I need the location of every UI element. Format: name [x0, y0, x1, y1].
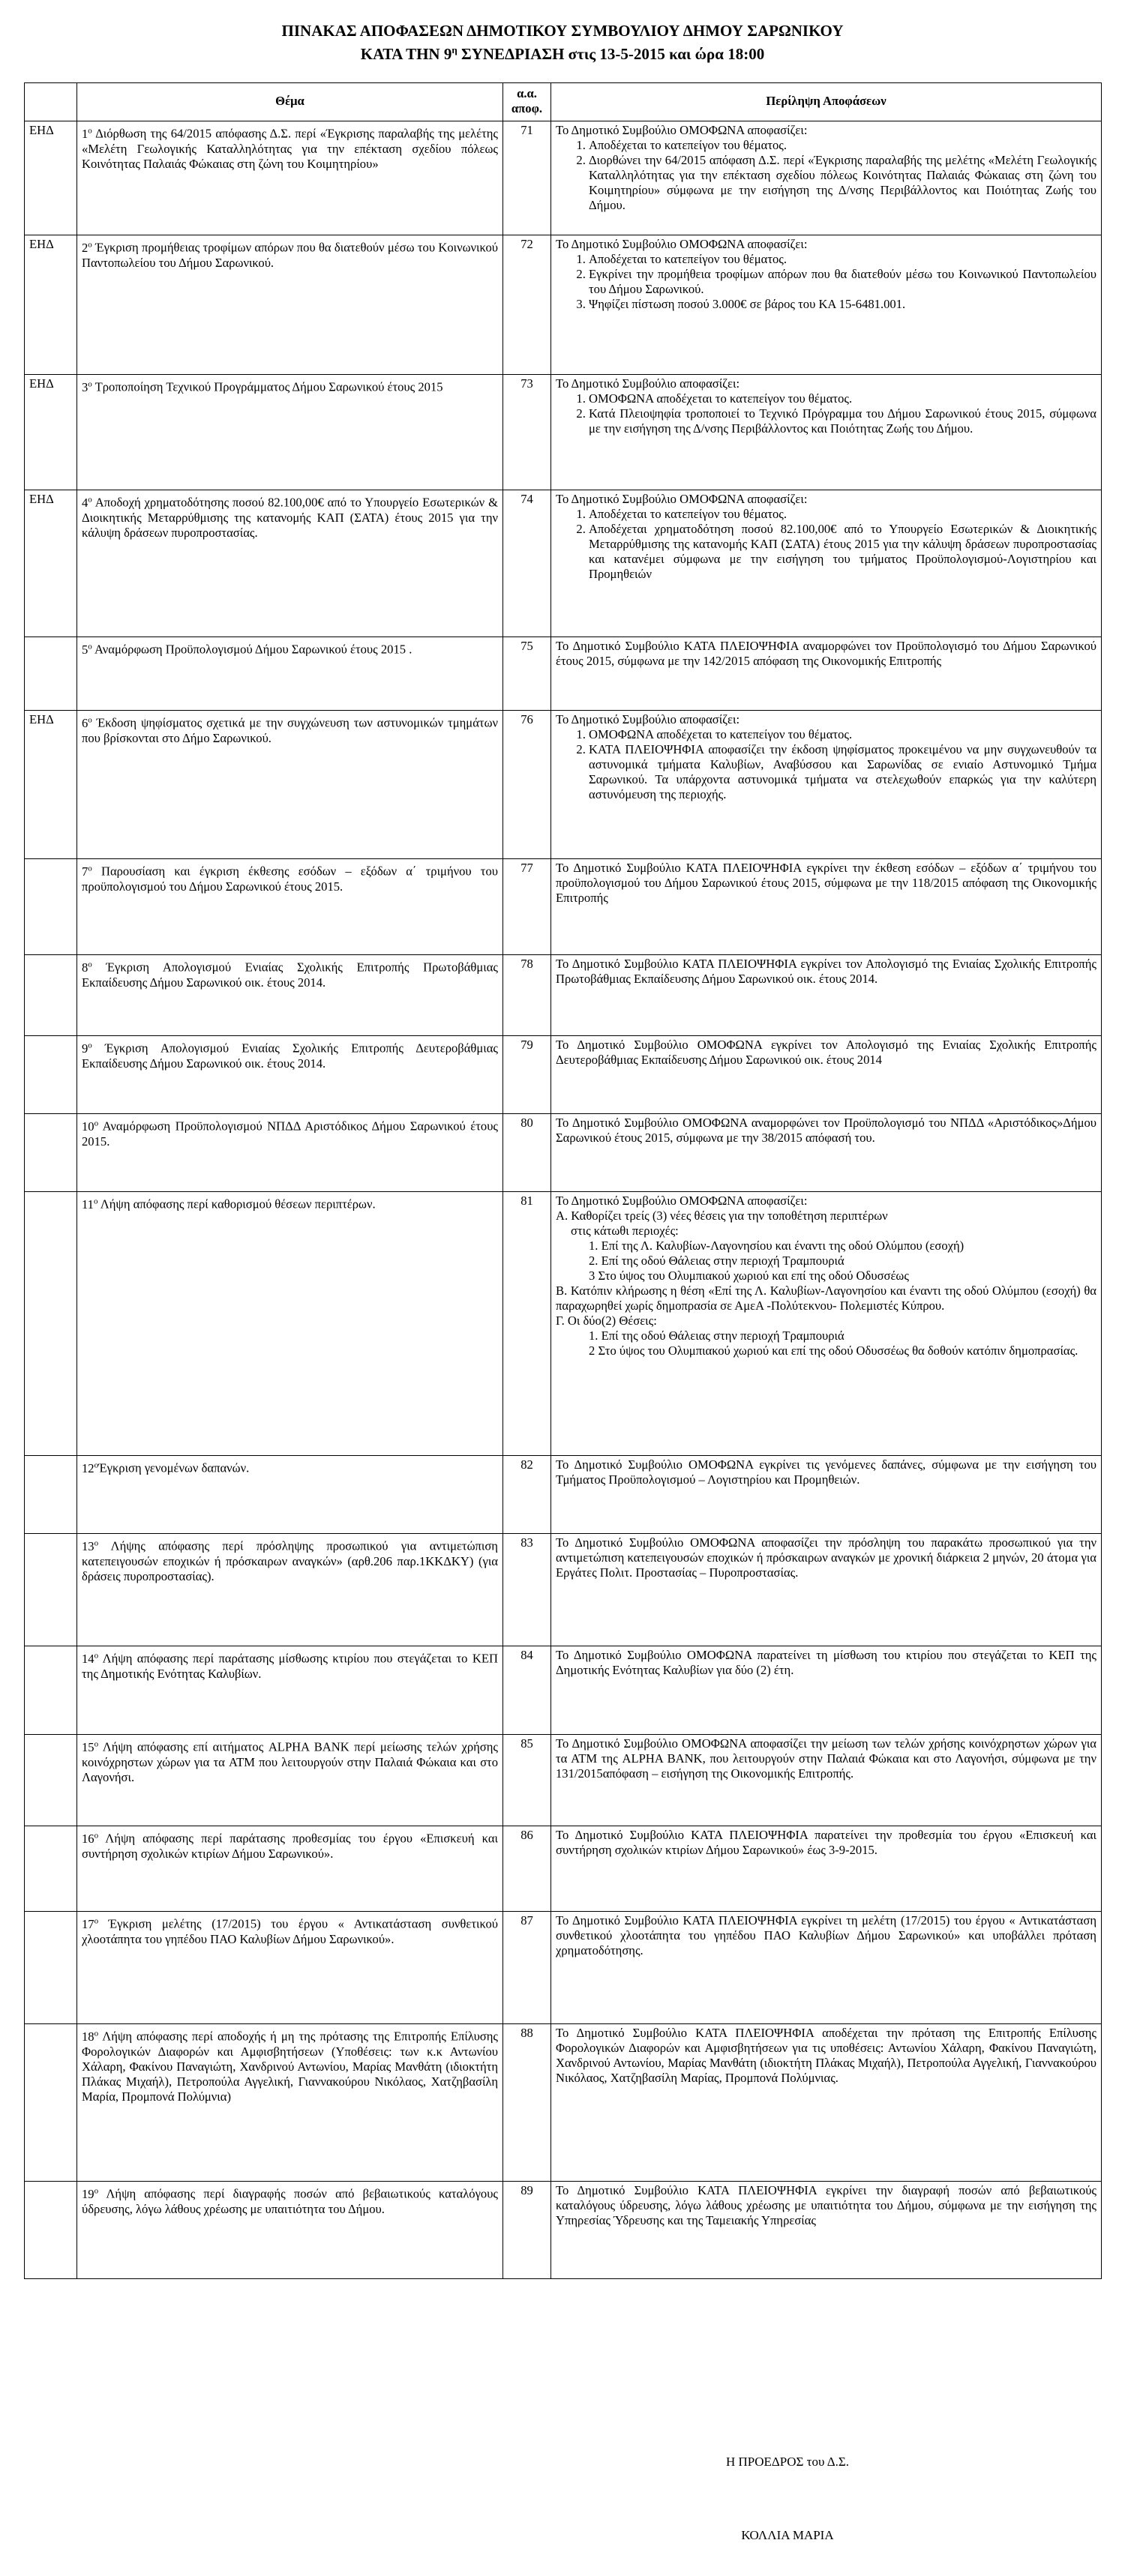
- decision-summary-cell: [551, 955, 1102, 1036]
- summary-intro: Το Δημοτικό Συμβούλιο ΟΜΟΦΩΝΑ αποφασίζει:: [556, 492, 808, 506]
- summary-text: Το Δημοτικό Συμβούλιο ΟΜΟΦΩΝΑ αποφασίζει την πρόσληψη του παρακάτω προσωπικού για την αντιμετώπιση κατεπειγουσών εποχικών ή πρόσκαιρων αναγκών με χρονική διάρκεια 2 μηνών, 20 άτομα για Εργάτες Πολιτ. Προστασίας – Πυροπροστασίας.: [556, 1535, 1096, 1580]
- ordinal-number: 19: [82, 2186, 94, 2201]
- row-type-cell: [25, 1646, 77, 1735]
- decision-summary-cell: [551, 121, 1102, 235]
- row-subject-cell: [77, 859, 503, 955]
- row-type-cell: ΕΗΔ: [25, 235, 77, 375]
- summary-list-item: 1. ΟΜΟΦΩΝΑ αποδέχεται το κατεπείγον του θέματος.: [589, 391, 1096, 406]
- decision-number-cell: 87: [503, 1912, 551, 2024]
- table-row: [25, 490, 1102, 637]
- row-subject-cell: [77, 1192, 503, 1456]
- subject-ordinal: [82, 1652, 98, 1666]
- summary-intro: Το Δημοτικό Συμβούλιο αποφασίζει:: [556, 712, 740, 726]
- subject-text: Λήψη απόφασης περί διαγραφής ποσών από βεβαιωτικούς καταλόγους ύδρευσης, λόγω λάθους χρέωσης με υπαιτιότητα του Δήμου.: [82, 2186, 498, 2216]
- decision-summary-cell: [551, 1735, 1102, 1826]
- decision-number-cell: 73: [503, 375, 551, 490]
- summary-text: Το Δημοτικό Συμβούλιο ΚΑΤΑ ΠΛΕΙΟΨΗΦΙΑ αποδέχεται την πρόταση της Επιτροπής Επίλυσης Φορολογικών Διαφορών και Αμφισβητήσεων για τις υποθέσεις: Αντωνίου Χάλαρη, Φακίνου Παναγιώτη, Χανδρινού Αντωνίου, Μαρίας Μανθάτη (ιδιοκτήτη Πλάκας Μιχαήλ), Πετροπούλα Αγγελική, Γιαννακούρου Νικόλαος, Χατζηβασίλη Μαρίας, Προμπονά Πολύμνιας.: [556, 2026, 1096, 2085]
- subject-text: Λήψη απόφασης περί αποδοχής ή μη της πρότασης της Επιτροπής Επίλυσης Φορολογικών Διαφορών και Αμφισβητήσεων (Υποθέσεις: των κ.κ Αντωνίου Χάλαρη, Φακίνου Παναγιώτη, Χανδρινού Αντωνίου, Μαρίας Μανθάτη (ιδιοκτήτη Πλάκας Μιχαήλ), Πετροπούλα Αγγελική, Γιαννακούρου Νικόλαος, Χατζηβασίλη Μαρία, Προμπονά Πολύμνια): [82, 2029, 498, 2104]
- summary-list-item: 2. Κατά Πλειοψηφία τροποποιεί το Τεχνικό Πρόγραμμα του Δήμου Σαρωνικού έτους 2015, σύμφωνα με την εισήγηση της Δ/νσης Περιβάλλοντος και Ποιότητας Ζωής του Δήμου.: [589, 406, 1096, 436]
- decision-summary-cell: [551, 235, 1102, 375]
- subject-ordinal: [82, 241, 92, 255]
- subject-ordinal: [82, 1917, 98, 1931]
- ordinal-number: 17: [82, 1916, 94, 1931]
- ordinal-suffix: ο: [88, 240, 92, 249]
- decision-summary-cell: [551, 1534, 1102, 1646]
- summary-text: Το Δημοτικό Συμβούλιο ΟΜΟΦΩΝΑ αποφασίζει την μείωση των τελών χρήσης κοινόχρηστων χώρων για τα ΑΤΜ της ALPHA BANK, που λειτουργούν στην Παλαιά Φώκαια και στο Λαγονήσι, σύμφωνα με την 131/2015απόφαση – εισήγηση της Οικονομικής Επιτροπής.: [556, 1736, 1096, 1781]
- row-subject-cell: [77, 2024, 503, 2182]
- summary-list-item: 2. ΚΑΤΑ ΠΛΕΙΟΨΗΦΙΑ αποφασίζει την έκδοση ψηφίσματος προκειμένου να μην συγχωνευθούν τα αστυνομικά τμήματα Καλυβίων, Αναβύσσου και Σαρωνίδας σε ενιαίο Αστυνομικό Τμήμα Σαρωνικού. Τα υπάρχοντα αστυνομικά τμήματα να στελεχωθούν επαρκώς για την καλύτερη αστυνόμευση της περιοχής.: [589, 742, 1096, 802]
- row-subject-cell: [77, 121, 503, 235]
- row-subject-cell: [77, 637, 503, 711]
- title-line-2: ΚΑΤΑ ΤΗΝ $9^\eta$ ΣΥΝΕΔΡΙΑΣΗ στις 13-5-2015 και ώρα 18:00: [360, 44, 765, 63]
- table-row: [25, 2182, 1102, 2279]
- subject-ordinal: [82, 1461, 98, 1475]
- subject-text: Αναμόρφωση Προϋπολογισμού Δήμου Σαρωνικού έτους 2015 .: [92, 642, 412, 657]
- decision-number-cell: 82: [503, 1456, 551, 1534]
- decision-summary-cell: [551, 1192, 1102, 1456]
- ordinal-number: 14: [82, 1651, 94, 1666]
- summary-text: Το Δημοτικό Συμβούλιο ΚΑΤΑ ΠΛΕΙΟΨΗΦΙΑ εγκρίνει τον Απολογισμό της Ενιαίας Σχολικής Επιτροπής Πρωτοβάθμιας Εκπαίδευσης Δήμου Σαρωνικού οικ. έτους 2014.: [556, 957, 1096, 986]
- row-type-cell: [25, 1456, 77, 1534]
- ordinal-suffix: ο: [88, 379, 92, 388]
- column-header-summary: Περίληψη Αποφάσεων: [551, 83, 1102, 121]
- table-row: [25, 2024, 1102, 2182]
- subject-ordinal: [82, 380, 92, 394]
- summary-line: Γ. Οι δύο(2) Θέσεις:: [556, 1313, 657, 1328]
- ordinal-number: 13: [82, 1538, 94, 1553]
- summary-line: 1. Επί της οδού Θάλειας στην περιοχή Τραμπουριά: [589, 1328, 844, 1343]
- summary-text: Το Δημοτικό Συμβούλιο ΚΑΤΑ ΠΛΕΙΟΨΗΦΙΑ εγκρίνει την διαγραφή ποσών από βεβαιωτικούς καταλόγους ύδρευσης, λόγω λάθους χρέωσης με υπαιτιότητα του Δήμου, σύμφωνα με την εισήγηση της Υπηρεσίας Ύδρευσης και της Ταμειακής Υπηρεσίας: [556, 2183, 1096, 2227]
- decision-summary-cell: [551, 2024, 1102, 2182]
- ordinal-number: 12: [82, 1460, 94, 1475]
- summary-list: [556, 252, 1096, 312]
- subject-ordinal: [82, 1119, 98, 1134]
- summary-list: [556, 727, 1096, 802]
- decision-number-cell: 72: [503, 235, 551, 375]
- row-type-cell: ΕΗΔ: [25, 711, 77, 859]
- row-type-cell: ΕΗΔ: [25, 490, 77, 637]
- decision-summary-cell: [551, 637, 1102, 711]
- decision-number-cell: 84: [503, 1646, 551, 1735]
- subject-text: Αποδοχή χρηματοδότησης ποσού 82.100,00€ από το Υπουργείο Εσωτερικών & Διοικητικής Μεταρρύθμισης της κατανομής ΚΑΠ (ΣΑΤΑ) έτους 2015 για την κάλυψη δράσεων πυροπροστασίας.: [82, 495, 498, 540]
- summary-line: Το Δημοτικό Συμβούλιο ΟΜΟΦΩΝΑ αποφασίζει:: [556, 1194, 808, 1208]
- ordinal-number: 8: [82, 960, 88, 975]
- row-subject-cell: [77, 1826, 503, 1912]
- ordinal-suffix: ο: [94, 1916, 99, 1925]
- ordinal-number: 3: [82, 379, 88, 394]
- ordinal-number: 1: [82, 126, 88, 141]
- row-type-cell: [25, 1912, 77, 2024]
- table-row: [25, 1912, 1102, 2024]
- summary-list-item: 2. Διορθώνει την 64/2015 απόφαση Δ.Σ. περί «Έγκρισης παραλαβής της μελέτης «Μελέτη Γεωλογικής Καταλληλότητας για την επέκταση σχεδίου πόλεως Κοινότητας Παλαιάς Φώκαιας στη ζώνη του Κοιμητηρίου» σύμφωνα με την εισήγηση της Δ/νσης Περιβάλλοντος και Ποιότητας Ζωής του Δήμου.: [589, 153, 1096, 213]
- ordinal-suffix: ο: [94, 1831, 99, 1840]
- ordinal-suffix: ο: [94, 1460, 99, 1469]
- decision-number-cell: 79: [503, 1036, 551, 1114]
- table-row: [25, 121, 1102, 235]
- row-type-cell: [25, 2182, 77, 2279]
- table-row: [25, 859, 1102, 955]
- subject-ordinal: [82, 1041, 92, 1056]
- summary-line: 1. Επί της Λ. Καλυβίων-Λαγονησίου και έναντι της οδού Ολύμπου (εσοχή): [589, 1239, 964, 1253]
- ordinal-suffix: ο: [88, 126, 92, 135]
- decision-number-cell: 89: [503, 2182, 551, 2279]
- ordinal-suffix: ο: [94, 1119, 99, 1128]
- summary-list: [556, 507, 1096, 582]
- summary-list-item: 2. Εγκρίνει την προμήθεια τροφίμων απόρων που θα διατεθούν μέσω του Κοινωνικού Παντοπωλείου του Δήμου Σαρωνικού.: [589, 267, 1096, 297]
- subject-text: Έγκριση γενομένων δαπανών.: [98, 1460, 250, 1475]
- subject-text: Λήψη απόφασης επί αιτήματος ALPHA BANK περί μείωσης τελών χρήσης κοινόχρηστων χώρων για τα ATM που λειτουργούν στην Παλαιά Φώκαια και στο Λαγονήσι.: [82, 1739, 498, 1784]
- ordinal-number: 16: [82, 1831, 94, 1846]
- row-subject-cell: [77, 1735, 503, 1826]
- ordinal-suffix: ο: [94, 1651, 99, 1660]
- decision-summary-cell: [551, 490, 1102, 637]
- decision-number-cell: 83: [503, 1534, 551, 1646]
- row-subject-cell: [77, 235, 503, 375]
- row-type-cell: [25, 859, 77, 955]
- decision-number-cell: 71: [503, 121, 551, 235]
- row-subject-cell: [77, 711, 503, 859]
- decision-number-cell: 78: [503, 955, 551, 1036]
- summary-list-item: 1. Αποδέχεται το κατεπείγον του θέματος.: [589, 252, 1096, 267]
- summary-list-item: 2. Αποδέχεται χρηματοδότηση ποσού 82.100,00€ από το Υπουργείο Εσωτερικών & Διοικητικής Μεταρρύθμισης της κατανομής ΚΑΠ (ΣΑΤΑ) έτους 2015 για την κάλυψη δράσεων πυροπροστασίας και κατανέμει σύμφωνα με την εισήγηση του τμήματος Προϋπολογισμού-Λογιστηρίου και Προμηθειών: [589, 522, 1096, 582]
- table-header-row: [25, 83, 1102, 121]
- row-subject-cell: [77, 1456, 503, 1534]
- table-row: [25, 1036, 1102, 1114]
- subject-text: Έγκριση Απολογισμού Ενιαίας Σχολικής Επιτροπής Δευτεροβάθμιας Εκπαίδευσης Δήμου Σαρωνικού οικ. έτους 2014.: [82, 1041, 498, 1071]
- subject-ordinal: [82, 2029, 98, 2044]
- table-row: [25, 637, 1102, 711]
- summary-list: [556, 391, 1096, 436]
- summary-line: στις κάτωθι περιοχές:: [571, 1224, 679, 1238]
- subject-text: Λήψη απόφασης περί καθορισμού θέσεων περιπτέρων.: [98, 1197, 376, 1212]
- column-header-number: α.α. αποφ.: [503, 83, 551, 121]
- decision-summary-cell: [551, 1036, 1102, 1114]
- subject-ordinal: [82, 643, 92, 657]
- summary-text: Το Δημοτικό Συμβούλιο ΟΜΟΦΩΝΑ εγκρίνει τις γενόμενες δαπάνες, σύμφωνα με την εισήγηση του Τμήματος Προϋπολογισμού – Λογιστηρίου και Προμηθειών.: [556, 1457, 1096, 1487]
- decisions-table: [24, 82, 1102, 2279]
- summary-text: Το Δημοτικό Συμβούλιο ΚΑΤΑ ΠΛΕΙΟΨΗΦΙΑ εγκρίνει τη μελέτη (17/2015) του έργου « Αντικατάσταση συνθετικού χλοοτάπητα του γηπέδου ΠΑΟ Καλυβίων Δήμου Σαρωνικού» και υποβάλλει πρόταση χρηματοδότησης.: [556, 1913, 1096, 1957]
- subject-text: Λήψη απόφασης περί παράτασης προθεσμίας του έργου «Επισκευή και συντήρηση σχολικών κτιρίων Δήμου Σαρωνικού».: [82, 1831, 498, 1861]
- decision-number-cell: 80: [503, 1114, 551, 1192]
- summary-list-item: 3. Ψηφίζει πίστωση ποσού 3.000€ σε βάρος του ΚΑ 15-6481.001.: [589, 297, 1096, 312]
- decision-number-cell: 81: [503, 1192, 551, 1456]
- decision-summary-cell: [551, 1646, 1102, 1735]
- row-type-cell: [25, 1826, 77, 1912]
- ordinal-number: 9: [82, 1041, 88, 1056]
- ordinal-number: 2: [82, 240, 88, 255]
- ordinal-suffix: ο: [94, 2186, 99, 2195]
- summary-text: Το Δημοτικό Συμβούλιο ΚΑΤΑ ΠΛΕΙΟΨΗΦΙΑ αναμορφώνει τον Προϋπολογισμό του Δήμου Σαρωνικού έτους 2015, σύμφωνα με την 142/2015 απόφαση της Οικονομικής Επιτροπής: [556, 639, 1096, 668]
- subject-text: Αναμόρφωση Προϋπολογισμού ΝΠΔΔ Αριστόδικος Δήμου Σαρωνικού έτους 2015.: [82, 1119, 498, 1149]
- table-row: [25, 1646, 1102, 1735]
- ordinal-number: 5: [82, 642, 88, 657]
- subject-ordinal: [82, 1197, 98, 1212]
- subject-ordinal: [82, 864, 92, 879]
- summary-line: 2. Επί της οδού Θάλειας στην περιοχή Τραμπουριά: [589, 1254, 844, 1268]
- table-row: [25, 955, 1102, 1036]
- table-row: [25, 235, 1102, 375]
- title-line-1: ΠΙΝΑΚΑΣ ΑΠΟΦΑΣΕΩΝ ΔΗΜΟΤΙΚΟΥ ΣΥΜΒΟΥΛΙΟΥ ΔΗΜΟΥ ΣΑΡΩΝΙΚΟΥ: [281, 22, 844, 40]
- decision-number-cell: 76: [503, 711, 551, 859]
- decision-number-cell: 75: [503, 637, 551, 711]
- ordinal-number: 11: [82, 1197, 94, 1212]
- ordinal-suffix: ο: [94, 2029, 99, 2038]
- table-row: [25, 711, 1102, 859]
- summary-text: Το Δημοτικό Συμβούλιο ΟΜΟΦΩΝΑ αναμορφώνει τον Προϋπολογισμό του ΝΠΔΔ «Αριστόδικος»Δήμου Σαρωνικού έτους 2015, σύμφωνα με την 38/2015 απόφασή του.: [556, 1116, 1096, 1145]
- decision-number-cell: 88: [503, 2024, 551, 2182]
- summary-text: Το Δημοτικό Συμβούλιο ΟΜΟΦΩΝΑ παρατείνει τη μίσθωση του κτιρίου που στεγάζεται το ΚΕΠ της Δημοτικής Ενότητας Καλυβίων για δύο (2) έτη.: [556, 1648, 1096, 1677]
- summary-line: 3 Στο ύψος του Ολυμπιακού χωριού και επί της οδού Οδυσσέως: [589, 1269, 909, 1283]
- row-type-cell: [25, 1036, 77, 1114]
- decision-summary-cell: [551, 1114, 1102, 1192]
- ordinal-number: 4: [82, 495, 88, 510]
- table-row: [25, 1114, 1102, 1192]
- ordinal-suffix: ο: [88, 715, 92, 724]
- row-subject-cell: [77, 2182, 503, 2279]
- row-subject-cell: [77, 490, 503, 637]
- decision-number-cell: 86: [503, 1826, 551, 1912]
- signature-name: ΚΟΛΛΙΑ ΜΑΡΙΑ: [741, 2528, 834, 2542]
- subject-text: Τροποποίηση Τεχνικού Προγράμματος Δήμου Σαρωνικού έτους 2015: [92, 379, 443, 394]
- row-type-cell: [25, 1534, 77, 1646]
- subject-text: Έκδοση ψηφίσματος σχετικά με την συγχώνευση των αστυνομικών τμημάτων που βρίσκονται στο Δήμο Σαρωνικού.: [82, 715, 498, 745]
- summary-list-item: 1. Αποδέχεται το κατεπείγον του θέματος.: [589, 138, 1096, 153]
- row-type-cell: [25, 1192, 77, 1456]
- decision-summary-cell: [551, 1826, 1102, 1912]
- summary-list: [556, 138, 1096, 213]
- row-type-cell: [25, 955, 77, 1036]
- row-subject-cell: [77, 1646, 503, 1735]
- column-header-subject: Θέμα: [77, 83, 503, 121]
- row-type-cell: ΕΗΔ: [25, 121, 77, 235]
- ordinal-suffix: ο: [88, 864, 92, 873]
- summary-line: 2 Στο ύψος του Ολυμπιακού χωριού και επί της οδού Οδυσσέως θα δοθούν κατόπιν δημοπρασίας.: [589, 1343, 1078, 1358]
- summary-intro: Το Δημοτικό Συμβούλιο ΟΜΟΦΩΝΑ αποφασίζει:: [556, 237, 808, 251]
- row-subject-cell: [77, 955, 503, 1036]
- subject-text: Έγκριση προμήθειας τροφίμων απόρων που θα διατεθούν μέσω του Κοινωνικού Παντοπωλείου του Δήμου Σαρωνικού.: [82, 240, 498, 270]
- decision-summary-cell: [551, 1456, 1102, 1534]
- decision-summary-cell: [551, 2182, 1102, 2279]
- page-title: [0, 21, 1125, 64]
- summary-list-item: 1. ΟΜΟΦΩΝΑ αποδέχεται το κατεπείγον του θέματος.: [589, 727, 1096, 742]
- table-row: [25, 1735, 1102, 1826]
- table-row: [25, 1826, 1102, 1912]
- decision-summary-cell: [551, 859, 1102, 955]
- subject-ordinal: [82, 1539, 98, 1553]
- table-row: [25, 375, 1102, 490]
- row-subject-cell: [77, 1036, 503, 1114]
- subject-ordinal: [82, 1832, 98, 1846]
- summary-list-item: 1. Αποδέχεται το κατεπείγον του θέματος.: [589, 507, 1096, 522]
- summary-text: Το Δημοτικό Συμβούλιο ΟΜΟΦΩΝΑ εγκρίνει τον Απολογισμό της Ενιαίας Σχολικής Επιτροπής Δευτεροβάθμιας Εκπαίδευσης Δήμου Σαρωνικού οικ. έτους 2014: [556, 1038, 1096, 1067]
- summary-text: Το Δημοτικό Συμβούλιο ΚΑΤΑ ΠΛΕΙΟΨΗΦΙΑ εγκρίνει την έκθεση εσόδων – εξόδων α΄ τριμήνου του προϋπολογισμού του Δήμου Σαρωνικού έτους 2015, σύμφωνα με την 118/2015 απόφαση της Οικονομικής Επιτροπής: [556, 861, 1096, 905]
- ordinal-suffix: ο: [94, 1538, 99, 1547]
- subject-ordinal: [82, 496, 92, 510]
- ordinal-suffix: ο: [88, 1041, 92, 1050]
- subject-ordinal: [82, 960, 92, 975]
- subject-ordinal: [82, 716, 92, 730]
- row-subject-cell: [77, 1114, 503, 1192]
- row-subject-cell: [77, 1912, 503, 2024]
- ordinal-suffix: ο: [94, 1739, 99, 1748]
- ordinal-number: 18: [82, 2029, 94, 2044]
- subject-text: Διόρθωση της 64/2015 απόφασης Δ.Σ. περί «Έγκρισης παραλαβής της μελέτης «Μελέτη Γεωλογικής Καταλληλότητας για την επέκταση σχεδίου πόλεως Κοινότητας Παλαιάς Φώκαιας στη ζώνη του Κοιμητηρίου»: [82, 126, 498, 171]
- ordinal-suffix: ο: [88, 495, 92, 504]
- table-row: [25, 1192, 1102, 1456]
- row-type-cell: [25, 637, 77, 711]
- subject-text: Λήψης απόφασης περί πρόσληψης προσωπικού για αντιμετώπιση κατεπειγουσών εποχικών ή πρόσκαιρων αναγκών» (αρθ.206 παρ.1ΚΚΔΚΥ) (για δράσεις πυροπροστασίας).: [82, 1538, 498, 1583]
- subject-text: Παρουσίαση και έγκριση έκθεσης εσόδων – εξόδων α΄ τριμήνου του προϋπολογισμού του Δήμου Σαρωνικού έτους 2015.: [82, 864, 498, 894]
- decision-number-cell: 77: [503, 859, 551, 955]
- decision-number-cell: 85: [503, 1735, 551, 1826]
- decision-number-cell: 74: [503, 490, 551, 637]
- ordinal-number: 15: [82, 1739, 94, 1754]
- subject-text: Έγκριση Απολογισμού Ενιαίας Σχολικής Επιτροπής Πρωτοβάθμιας Εκπαίδευσης Δήμου Σαρωνικού οικ. έτους 2014.: [82, 960, 498, 990]
- decision-summary-cell: [551, 1912, 1102, 2024]
- decision-summary-cell: [551, 375, 1102, 490]
- subject-text: Έγκριση μελέτης (17/2015) του έργου « Αντικατάσταση συνθετικού χλοοτάπητα του γηπέδου ΠΑΟ Καλυβίων Δήμου Σαρωνικού».: [82, 1916, 498, 1946]
- row-subject-cell: [77, 375, 503, 490]
- table-row: [25, 1456, 1102, 1534]
- summary-line: Β. Κατόπιν κλήρωσης η θέση «Επί της Λ. Καλυβίων-Λαγονησίου και έναντι της οδού Ολύμπου (εσοχή) θα παραχωρηθεί χωρίς δημοπρασία σε ΑμεΑ -Πολύτεκνου- Πολεμιστές Κύπρου.: [556, 1284, 1096, 1313]
- table-body: [25, 121, 1102, 2279]
- ordinal-number: 7: [82, 864, 88, 879]
- summary-intro: Το Δημοτικό Συμβούλιο αποφασίζει:: [556, 376, 740, 391]
- ordinal-number: 6: [82, 715, 88, 730]
- subject-ordinal: [82, 2187, 98, 2201]
- ordinal-number: 10: [82, 1119, 94, 1134]
- row-type-cell: [25, 1114, 77, 1192]
- summary-line: Α. Καθορίζει τρείς (3) νέες θέσεις για την τοποθέτηση περιπτέρων: [556, 1209, 888, 1223]
- decision-summary-cell: [551, 711, 1102, 859]
- subject-ordinal: [82, 1740, 98, 1754]
- subject-text: Λήψη απόφασης περί παράτασης μίσθωσης κτιρίου που στεγάζεται το ΚΕΠ της Δημοτικής Ενότητας Καλυβίων.: [82, 1651, 498, 1681]
- row-type-cell: [25, 2024, 77, 2182]
- signature-role: Η ΠΡΟΕΔΡΟΣ του Δ.Σ.: [725, 2455, 850, 2469]
- row-subject-cell: [77, 1534, 503, 1646]
- summary-intro: Το Δημοτικό Συμβούλιο ΟΜΟΦΩΝΑ αποφασίζει:: [556, 123, 808, 137]
- row-type-cell: ΕΗΔ: [25, 375, 77, 490]
- table-row: [25, 1534, 1102, 1646]
- ordinal-suffix: ο: [88, 642, 92, 651]
- summary-text: Το Δημοτικό Συμβούλιο ΚΑΤΑ ΠΛΕΙΟΨΗΦΙΑ παρατείνει την προθεσμία του έργου «Επισκευή και συντήρηση σχολικών κτιρίων Δήμου Σαρωνικού» έως 3-9-2015.: [556, 1828, 1096, 1857]
- row-type-cell: [25, 1735, 77, 1826]
- ordinal-suffix: ο: [88, 960, 92, 969]
- column-header-type: [25, 83, 77, 121]
- ordinal-suffix: ο: [93, 1197, 98, 1206]
- subject-ordinal: [82, 127, 92, 141]
